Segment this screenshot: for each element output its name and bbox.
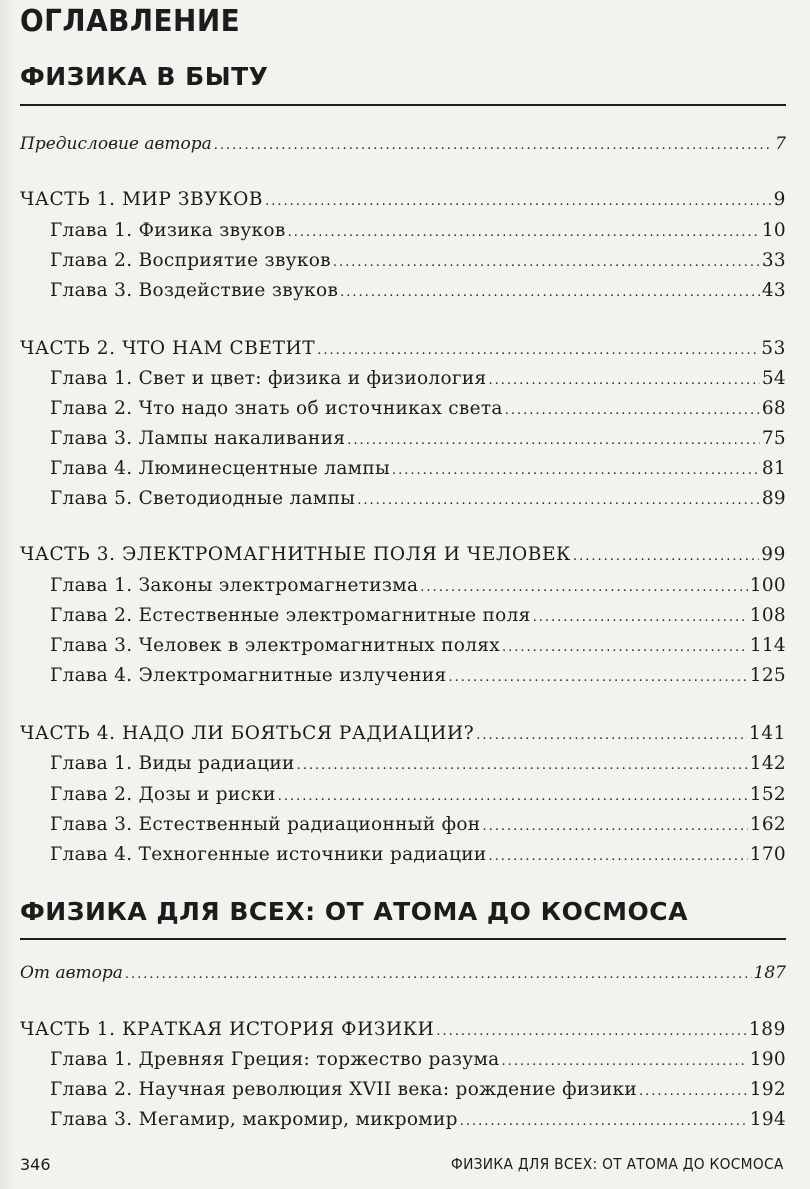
dot-leader (278, 789, 748, 804)
dot-leader (347, 433, 760, 448)
dot-leader (214, 138, 773, 153)
toc-chapter-label: Глава 3. Человек в электромагнитных полях (50, 635, 500, 656)
toc-intro[interactable] (20, 134, 786, 154)
toc-page-number: 152 (749, 784, 786, 805)
dot-leader (476, 728, 747, 743)
toc-page-number: 33 (761, 250, 786, 271)
dot-leader (317, 343, 759, 358)
toc-chapter-label: Глава 2. Что надо знать об источниках света (50, 398, 503, 419)
toc-chapter-label: Глава 1. Древняя Греция: торжество разума (50, 1049, 500, 1070)
section-divider (20, 938, 786, 940)
toc-chapter[interactable] (50, 220, 786, 241)
toc-page-number: 190 (749, 1049, 786, 1070)
toc-part[interactable] (20, 189, 786, 210)
toc-page-number: 187 (753, 963, 786, 983)
toc-chapter[interactable] (50, 1079, 786, 1100)
toc-chapter[interactable] (50, 428, 786, 449)
dot-leader (392, 463, 760, 478)
toc-page-number: 89 (761, 488, 786, 509)
dot-leader (448, 670, 747, 685)
toc-chapter[interactable] (50, 605, 786, 626)
toc-page-number: 114 (749, 635, 786, 656)
toc-chapter-label: Глава 4. Электромагнитные излучения (50, 665, 447, 686)
book-title: ФИЗИКА В БЫТУ (20, 62, 269, 91)
dot-leader (333, 255, 760, 270)
toc-chapter-label: Глава 1. Физика звуков (50, 220, 286, 241)
toc-chapter[interactable] (50, 250, 786, 271)
toc-chapter-label: Глава 3. Лампы накаливания (50, 428, 346, 449)
toc-chapter[interactable] (50, 814, 786, 835)
dot-leader (639, 1084, 748, 1099)
toc-page-number: 100 (749, 575, 786, 596)
toc-chapter-label: Глава 4. Люминесцентные лампы (50, 458, 391, 479)
toc-part-label: ЧАСТЬ 1. КРАТКАЯ ИСТОРИЯ ФИЗИКИ (20, 1019, 435, 1040)
toc-chapter-label: Глава 1. Виды радиации (50, 753, 295, 774)
dot-leader (489, 373, 760, 388)
toc-chapter[interactable] (50, 1049, 786, 1070)
dot-leader (460, 1114, 748, 1129)
toc-page-number: 192 (749, 1079, 786, 1100)
dot-leader (505, 403, 760, 418)
toc-page-number: 162 (749, 814, 786, 835)
toc-intro-label: От автора (20, 963, 123, 983)
toc-page-number: 194 (749, 1109, 786, 1130)
toc-chapter[interactable] (50, 844, 786, 865)
toc-chapter-label: Глава 2. Восприятие звуков (50, 250, 331, 271)
toc-part[interactable] (20, 723, 786, 744)
toc-page-number: 141 (748, 723, 786, 744)
toc-chapter[interactable] (50, 458, 786, 479)
dot-leader (297, 758, 748, 773)
toc-part-label: ЧАСТЬ 3. ЭЛЕКТРОМАГНИТНЫЕ ПОЛЯ И ЧЕЛОВЕК (20, 544, 571, 565)
toc-part[interactable] (20, 544, 786, 565)
toc-part-label: ЧАСТЬ 4. НАДО ЛИ БОЯТЬСЯ РАДИАЦИИ? (20, 723, 475, 744)
toc-chapter-label: Глава 4. Техногенные источники радиации (50, 844, 487, 865)
toc-page-number: 142 (749, 753, 786, 774)
toc-page-number: 54 (761, 368, 786, 389)
toc-page-number: 53 (761, 338, 786, 359)
toc-page-number: 99 (761, 544, 786, 565)
toc-chapter[interactable] (50, 784, 786, 805)
book-title: ФИЗИКА ДЛЯ ВСЕХ: ОТ АТОМА ДО КОСМОСА (20, 897, 688, 926)
dot-leader (265, 194, 772, 209)
dot-leader (357, 493, 760, 508)
dot-leader (288, 225, 760, 240)
dot-leader (340, 285, 760, 300)
toc-chapter[interactable] (50, 368, 786, 389)
page-title: ОГЛАВЛЕНИЕ (20, 4, 241, 39)
toc-chapter[interactable] (50, 665, 786, 686)
toc-page-number: 81 (761, 458, 786, 479)
dot-leader (533, 610, 748, 625)
toc-chapter[interactable] (50, 280, 786, 301)
dot-leader (125, 967, 752, 982)
toc-part[interactable] (20, 1019, 786, 1040)
toc-part[interactable] (20, 338, 786, 359)
toc-chapter-label: Глава 1. Свет и цвет: физика и физиология (50, 368, 487, 389)
toc-part-label: ЧАСТЬ 2. ЧТО НАМ СВЕТИТ (20, 338, 316, 359)
page-number: 346 (20, 1155, 51, 1174)
toc-page-number: 7 (775, 134, 786, 154)
toc-chapter[interactable] (50, 635, 786, 656)
toc-page-number: 68 (761, 398, 786, 419)
dot-leader (573, 549, 759, 564)
toc-chapter[interactable] (50, 575, 786, 596)
toc-chapter-label: Глава 3. Мегамир, макромир, микромир (50, 1109, 458, 1130)
toc-intro[interactable] (20, 963, 786, 983)
toc-chapter-label: Глава 3. Воздействие звуков (50, 280, 339, 301)
dot-leader (502, 640, 748, 655)
toc-chapter-label: Глава 2. Дозы и риски (50, 784, 276, 805)
toc-intro-label: Предисловие автора (20, 134, 212, 154)
dot-leader (420, 580, 747, 595)
toc-part-label: ЧАСТЬ 1. МИР ЗВУКОВ (20, 189, 264, 210)
dot-leader (436, 1024, 747, 1039)
toc-page-number: 170 (749, 844, 786, 865)
toc-page-number: 108 (749, 605, 786, 626)
toc-chapter-label: Глава 2. Естественные электромагнитные поля (50, 605, 531, 626)
toc-page-number: 75 (761, 428, 786, 449)
toc-page-number: 9 (773, 189, 786, 210)
toc-chapter[interactable] (50, 753, 786, 774)
toc-chapter-label: Глава 3. Естественный радиационный фон (50, 814, 481, 835)
dot-leader (502, 1054, 748, 1069)
toc-chapter[interactable] (50, 1109, 786, 1130)
toc-chapter-label: Глава 2. Научная революция XVII века: рождение физики (50, 1079, 638, 1100)
toc-chapter[interactable] (50, 488, 786, 509)
running-title: ФИЗИКА ДЛЯ ВСЕХ: ОТ АТОМА ДО КОСМОСА (451, 1155, 784, 1173)
toc-chapter[interactable] (50, 398, 786, 419)
toc-chapter-label: Глава 5. Светодиодные лампы (50, 488, 356, 509)
toc-page-number: 189 (748, 1019, 786, 1040)
section-divider (20, 104, 786, 106)
dot-leader (489, 849, 748, 864)
toc-page-number: 10 (761, 220, 786, 241)
toc-chapter-label: Глава 1. Законы электромагнетизма (50, 575, 419, 596)
dot-leader (482, 819, 747, 834)
toc-page-number: 43 (761, 280, 786, 301)
toc-page-number: 125 (749, 665, 786, 686)
